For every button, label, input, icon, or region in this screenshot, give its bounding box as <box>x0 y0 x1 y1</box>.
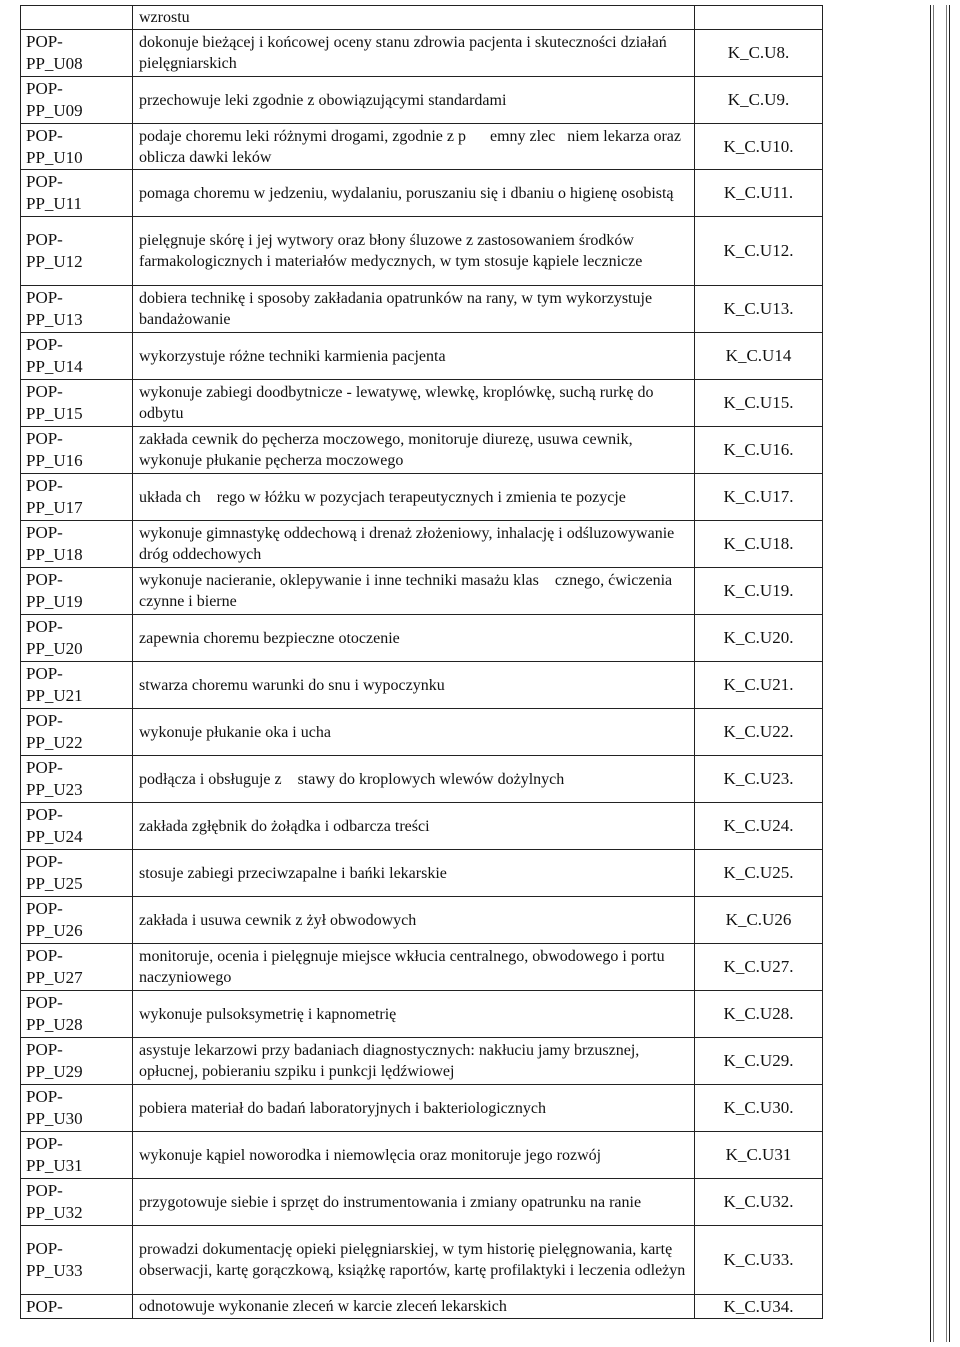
competency-reference: K_C.U21. <box>695 662 823 709</box>
outcome-code: POP- PP_U30 <box>21 1085 133 1132</box>
competency-reference: K_C.U28. <box>695 991 823 1038</box>
outcome-description: dobiera technikę i sposoby zakładania opatrunków na rany, w tym wykorzystuje bandażowanie <box>133 286 695 333</box>
table-row <box>21 333 823 380</box>
outcome-code: POP- PP_U11 <box>21 170 133 217</box>
outcome-description: wykonuje pulsoksymetrię i kapnometrię <box>133 991 695 1038</box>
table-row <box>21 474 823 521</box>
outcome-description: pomaga choremu w jedzeniu, wydalaniu, poruszaniu się i dbaniu o higienę osobistą <box>133 170 695 217</box>
competency-reference: K_C.U20. <box>695 615 823 662</box>
outcome-code: POP- PP_U18 <box>21 521 133 568</box>
description-cell: wzrostu <box>133 6 695 30</box>
competency-reference: K_C.U8. <box>695 30 823 77</box>
outcome-code: POP- PP_U20 <box>21 615 133 662</box>
table-row <box>21 991 823 1038</box>
outcome-description: wykonuje zabiegi doodbytnicze - lewatywę, wlewkę, kroplówkę, suchą rurkę do odbytu <box>133 380 695 427</box>
table-row <box>21 380 823 427</box>
competency-reference: K_C.U12. <box>695 217 823 286</box>
outcome-code: POP- <box>21 1295 133 1319</box>
competency-reference: K_C.U19. <box>695 568 823 615</box>
outcome-description: wykonuje płukanie oka i ucha <box>133 709 695 756</box>
table-row <box>21 803 823 850</box>
table-row <box>21 568 823 615</box>
outcome-description: wykonuje nacieranie, oklepywanie i inne techniki masażu klas cznego, ćwiczenia czynne i bierne <box>133 568 695 615</box>
competency-reference: K_C.U17. <box>695 474 823 521</box>
outcome-description: przechowuje leki zgodnie z obowiązującymi standardami <box>133 77 695 124</box>
outcome-code: POP- PP_U13 <box>21 286 133 333</box>
competency-reference: K_C.U16. <box>695 427 823 474</box>
learning-outcomes-table <box>20 5 823 1319</box>
competency-reference: K_C.U33. <box>695 1226 823 1295</box>
table-row <box>21 1295 823 1319</box>
table-row-continuation <box>21 6 823 30</box>
outcome-description: zakłada cewnik do pęcherza moczowego, monitoruje diurezę, usuwa cewnik, wykonuje płukanie pęcherza moczowego <box>133 427 695 474</box>
table-row <box>21 1179 823 1226</box>
outcome-description: pobiera materiał do badań laboratoryjnych i bakteriologicznych <box>133 1085 695 1132</box>
outcome-description: stosuje zabiegi przeciwzapalne i bańki lekarskie <box>133 850 695 897</box>
outcome-description: zakłada zgłębnik do żołądka i odbarcza treści <box>133 803 695 850</box>
table-row <box>21 1226 823 1295</box>
competency-reference: K_C.U26 <box>695 897 823 944</box>
competency-reference: K_C.U31 <box>695 1132 823 1179</box>
outcome-code: POP- PP_U09 <box>21 77 133 124</box>
outcome-code: POP- PP_U22 <box>21 709 133 756</box>
table-row <box>21 1038 823 1085</box>
outcome-code: POP- PP_U28 <box>21 991 133 1038</box>
competency-reference: K_C.U13. <box>695 286 823 333</box>
table-row <box>21 286 823 333</box>
competency-reference: K_C.U18. <box>695 521 823 568</box>
table-row <box>21 30 823 77</box>
outcome-description: prowadzi dokumentację opieki pielęgniarskiej, w tym historię pielęgnowania, kartę obserwacji, kartę gorączkową, książkę raportów, kartę profilaktyki i leczenia odleżyn <box>133 1226 695 1295</box>
outcome-code: POP- PP_U08 <box>21 30 133 77</box>
outcome-code: POP- PP_U14 <box>21 333 133 380</box>
outcome-code: POP- PP_U32 <box>21 1179 133 1226</box>
competency-reference: K_C.U11. <box>695 170 823 217</box>
outcome-description: zakłada i usuwa cewnik z żył obwodowych <box>133 897 695 944</box>
outcome-description: pielęgnuje skórę i jej wytwory oraz błony śluzowe z zastosowaniem środków farmakologicznych i materiałów medycznych, w tym stosuje kąpiele lecznicze <box>133 217 695 286</box>
table-body <box>21 6 823 1319</box>
table-row <box>21 850 823 897</box>
table-row <box>21 1085 823 1132</box>
outcome-description: zapewnia choremu bezpieczne otoczenie <box>133 615 695 662</box>
outcome-description: wykonuje kąpiel noworodka i niemowlęcia oraz monitoruje jego rozwój <box>133 1132 695 1179</box>
competency-reference: K_C.U25. <box>695 850 823 897</box>
table-row <box>21 897 823 944</box>
outcome-code: POP- PP_U23 <box>21 756 133 803</box>
table-row <box>21 756 823 803</box>
table-row <box>21 615 823 662</box>
outcome-description: dokonuje bieżącej i końcowej oceny stanu zdrowia pacjenta i skuteczności działań pielęgniarskich <box>133 30 695 77</box>
outcome-code: POP- PP_U15 <box>21 380 133 427</box>
right-margin-strip-inner <box>933 5 947 1342</box>
competency-reference: K_C.U32. <box>695 1179 823 1226</box>
code-cell <box>21 6 133 30</box>
competency-reference: K_C.U27. <box>695 944 823 991</box>
outcome-description: podłącza i obsługuje z stawy do kroplowych wlewów dożylnych <box>133 756 695 803</box>
outcome-description: układa ch rego w łóżku w pozycjach terapeutycznych i zmienia te pozycje <box>133 474 695 521</box>
competency-reference: K_C.U30. <box>695 1085 823 1132</box>
competency-reference: K_C.U22. <box>695 709 823 756</box>
competency-reference: K_C.U14 <box>695 333 823 380</box>
table-row <box>21 1132 823 1179</box>
outcome-description: stwarza choremu warunki do snu i wypoczynku <box>133 662 695 709</box>
competency-reference: K_C.U23. <box>695 756 823 803</box>
outcome-code: POP- PP_U29 <box>21 1038 133 1085</box>
outcome-description: wykorzystuje różne techniki karmienia pacjenta <box>133 333 695 380</box>
competency-reference: K_C.U10. <box>695 124 823 170</box>
outcome-code: POP- PP_U16 <box>21 427 133 474</box>
outcome-code: POP- PP_U33 <box>21 1226 133 1295</box>
table-row <box>21 170 823 217</box>
document-page <box>20 5 953 1342</box>
reference-cell <box>695 6 823 30</box>
table-row <box>21 709 823 756</box>
outcome-code: POP- PP_U24 <box>21 803 133 850</box>
table-row <box>21 427 823 474</box>
table-row <box>21 217 823 286</box>
outcome-code: POP- PP_U21 <box>21 662 133 709</box>
table-row <box>21 77 823 124</box>
outcome-code: POP- PP_U10 <box>21 124 133 170</box>
outcome-code: POP- PP_U31 <box>21 1132 133 1179</box>
table-row <box>21 662 823 709</box>
outcome-code: POP- PP_U12 <box>21 217 133 286</box>
table-row <box>21 944 823 991</box>
outcome-code: POP- PP_U26 <box>21 897 133 944</box>
outcome-code: POP- PP_U19 <box>21 568 133 615</box>
outcome-description: monitoruje, ocenia i pielęgnuje miejsce wkłucia centralnego, obwodowego i portu naczyniowego <box>133 944 695 991</box>
competency-reference: K_C.U9. <box>695 77 823 124</box>
outcome-description: podaje choremu leki różnymi drogami, zgodnie z p emny zlec niem lekarza oraz oblicza dawki leków <box>133 124 695 170</box>
outcome-code: POP- PP_U25 <box>21 850 133 897</box>
outcome-code: POP- PP_U17 <box>21 474 133 521</box>
outcome-code: POP- PP_U27 <box>21 944 133 991</box>
outcome-description: wykonuje gimnastykę oddechową i drenaż złożeniowy, inhalację i odśluzowywanie dróg oddechowych <box>133 521 695 568</box>
outcome-description: przygotowuje siebie i sprzęt do instrumentowania i zmiany opatrunku na ranie <box>133 1179 695 1226</box>
competency-reference: K_C.U24. <box>695 803 823 850</box>
outcome-description: asystuje lekarzowi przy badaniach diagnostycznych: nakłuciu jamy brzusznej, opłucnej, pobieraniu szpiku i punkcji lędźwiowej <box>133 1038 695 1085</box>
table-row <box>21 521 823 568</box>
competency-reference: K_C.U29. <box>695 1038 823 1085</box>
competency-reference: K_C.U15. <box>695 380 823 427</box>
table-row <box>21 124 823 170</box>
competency-reference: K_C.U34. <box>695 1295 823 1319</box>
outcome-description: odnotowuje wykonanie zleceń w karcie zleceń lekarskich <box>133 1295 695 1319</box>
right-margin-strip <box>930 5 950 1342</box>
